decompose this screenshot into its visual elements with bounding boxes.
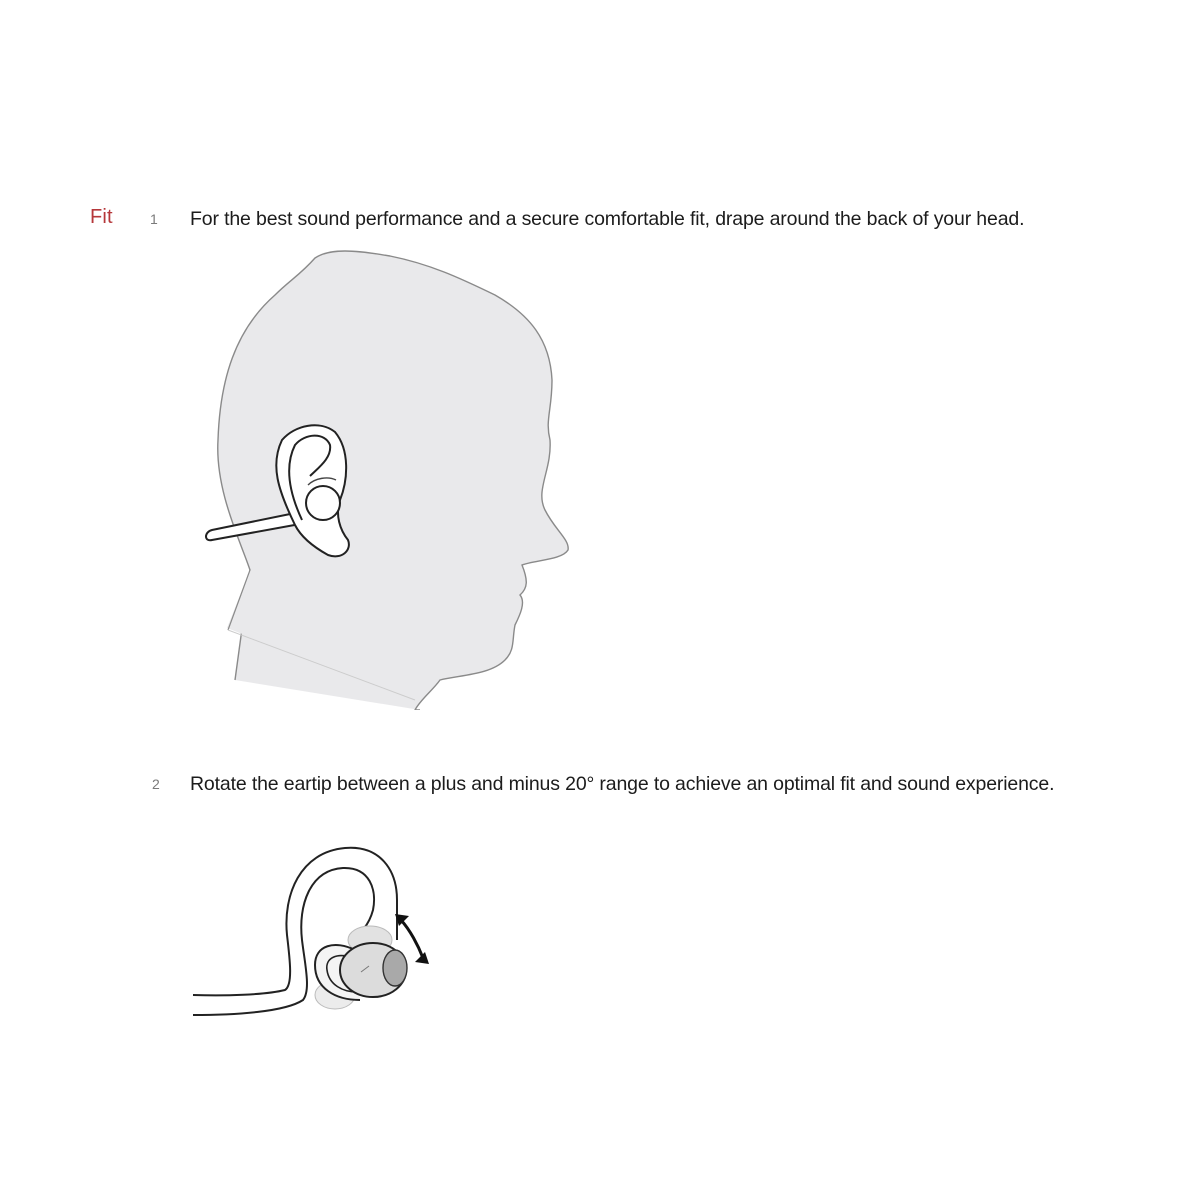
step-instruction: For the best sound performance and a secure comfortable fit, drape around the back of your head. (190, 208, 1025, 230)
head-profile-with-earbud-icon (190, 240, 590, 710)
step-number: 2 (152, 776, 160, 792)
step-instruction: Rotate the eartip between a plus and minus 20° range to achieve an optimal fit and sound experience. (190, 773, 1055, 795)
fit-section-label: Fit (90, 206, 113, 228)
step-number: 1 (150, 211, 158, 227)
earbud-rotation-icon (185, 840, 445, 1030)
